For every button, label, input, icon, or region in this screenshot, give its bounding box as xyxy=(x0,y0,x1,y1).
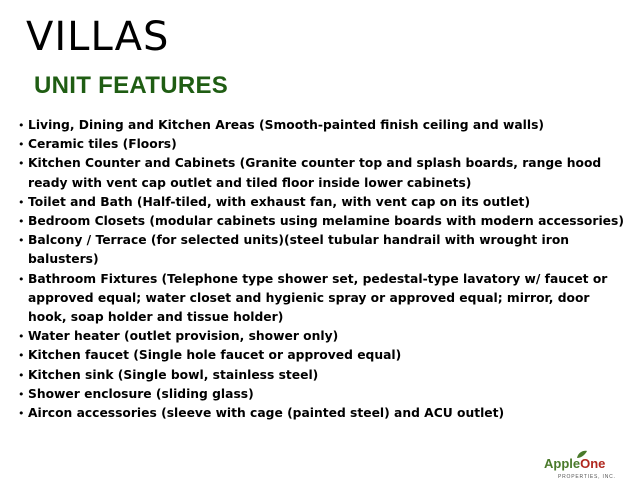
bullet-icon: • xyxy=(18,119,25,132)
feature-list xyxy=(18,116,628,423)
logo-name-one: One xyxy=(580,456,606,471)
company-logo xyxy=(544,450,614,486)
logo-name-apple: Apple xyxy=(544,456,581,471)
list-item: • Kitchen Counter and Cabinets (Granite counter top and splash boards, range hood ready with vent cap outlet and tiled floor inside lower cabinets) xyxy=(18,156,602,190)
list-item: • Shower enclosure (sliding glass) xyxy=(18,385,628,404)
list-item: • Aircon accessories (sleeve with cage (painted steel) and ACU outlet) xyxy=(18,404,628,423)
bullet-icon: • xyxy=(18,195,25,209)
list-item: • Bedroom Closets (modular cabinets using melamine boards with modern accessories) xyxy=(18,212,628,231)
list-item: • Kitchen faucet (Single hole faucet or approved equal) xyxy=(18,346,628,365)
list-item: • Water heater (outlet provision, shower only) xyxy=(18,327,628,346)
list-item: • Ceramic tiles (Floors) xyxy=(18,135,628,154)
bullet-icon: • xyxy=(18,272,25,286)
list-item: • Kitchen sink (Single bowl, stainless steel) xyxy=(18,366,628,385)
bullet-icon: • xyxy=(18,387,25,401)
list-item: • Toilet and Bath (Half-tiled, with exhaust fan, with vent cap on its outlet) xyxy=(18,193,628,212)
bullet-icon: • xyxy=(18,157,25,171)
bullet-icon: • xyxy=(18,368,25,382)
list-item: • Living, Dining and Kitchen Areas (Smooth-painted finish ceiling and walls) xyxy=(18,116,628,135)
bullet-icon: • xyxy=(18,330,25,344)
logo-tagline: PROPERTIES, INC. xyxy=(558,474,616,480)
list-item: • Bathroom Fixtures (Telephone type shower set, pedestal-type lavatory w/ faucet or approved equal; water closet and hygienic spray or approved equal; mirror, door hook, soap holder and tissue holder) xyxy=(18,271,608,325)
bullet-icon: • xyxy=(18,215,25,229)
bullet-icon: • xyxy=(18,349,25,363)
page-title: VILLAS xyxy=(26,14,170,60)
bullet-icon: • xyxy=(18,138,25,152)
section-heading: UNIT FEATURES xyxy=(34,72,229,99)
bullet-icon: • xyxy=(18,234,25,248)
list-item: • Balcony / Terrace (for selected units)(steel tubular handrail with wrought iron balusters) xyxy=(18,233,570,267)
bullet-icon: • xyxy=(18,407,25,421)
